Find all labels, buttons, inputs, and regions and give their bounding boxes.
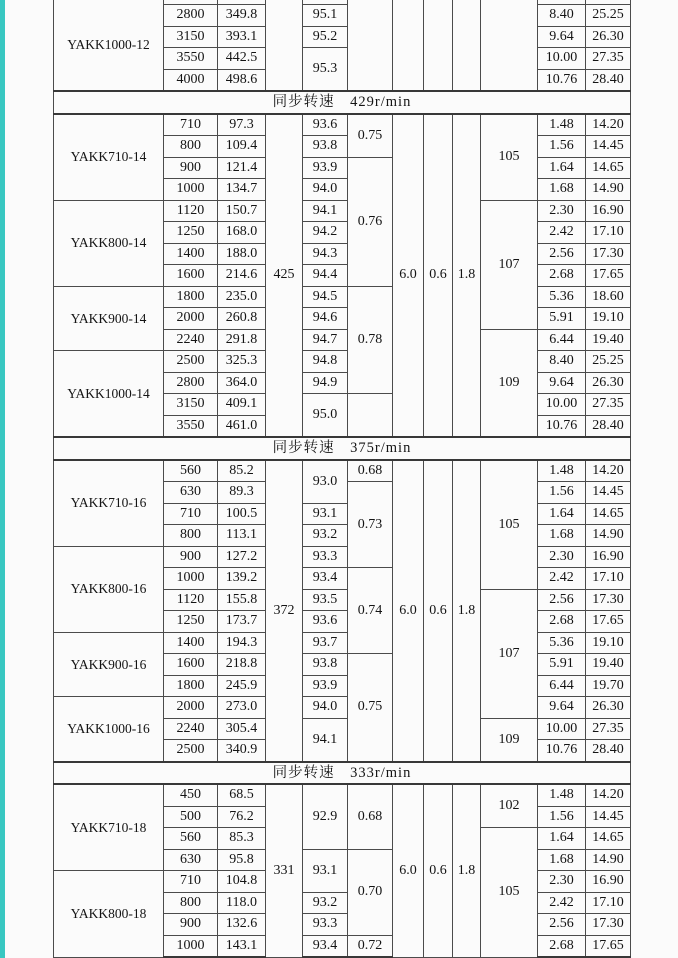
value-a-cell: 2.68	[538, 935, 586, 957]
efficiency-cell: 93.3	[303, 546, 348, 568]
ratio-cell: 6.0	[393, 460, 424, 762]
value-a-cell: 2.30	[538, 200, 586, 222]
efficiency-cell: 93.0	[303, 460, 348, 504]
value-b-cell: 14.65	[586, 828, 631, 850]
grade-cell: 109	[481, 718, 538, 762]
power-factor-cell	[348, 394, 393, 438]
current-cell: 127.2	[218, 546, 266, 568]
value-a-cell: 1.56	[538, 482, 586, 504]
value-a-cell: 1.64	[538, 828, 586, 850]
efficiency-cell: 93.1	[303, 503, 348, 525]
efficiency-cell: 94.3	[303, 243, 348, 265]
value-a-cell: 1.68	[538, 849, 586, 871]
current-cell: 194.3	[218, 632, 266, 654]
model-cell: YAKK1000-12	[54, 0, 164, 91]
current-cell: 273.0	[218, 697, 266, 719]
value-a-cell: 5.91	[538, 654, 586, 676]
current-cell: 340.9	[218, 740, 266, 762]
current-cell: 104.8	[218, 871, 266, 893]
power-cell: 630	[164, 849, 218, 871]
value-a-cell: 8.40	[538, 351, 586, 373]
section-header: 同步转速 375r/min	[54, 437, 631, 460]
efficiency-cell: 94.8	[303, 351, 348, 373]
power-cell: 1400	[164, 632, 218, 654]
value-b-cell: 17.65	[586, 265, 631, 287]
power-cell: 3550	[164, 48, 218, 70]
power-cell: 710	[164, 114, 218, 136]
ratio-cell: 0.6	[424, 114, 453, 438]
model-cell: YAKK900-14	[54, 286, 164, 351]
efficiency-cell: 93.2	[303, 525, 348, 547]
current-cell: 218.8	[218, 654, 266, 676]
current-cell: 235.0	[218, 286, 266, 308]
current-cell: 139.2	[218, 568, 266, 590]
model-cell: YAKK710-18	[54, 784, 164, 871]
efficiency-cell: 95.1	[303, 5, 348, 27]
table-row	[54, 437, 631, 460]
table-row	[54, 546, 631, 568]
power-cell: 630	[164, 482, 218, 504]
efficiency-cell: 94.5	[303, 286, 348, 308]
value-b-cell: 28.40	[586, 69, 631, 91]
model-cell: YAKK800-16	[54, 546, 164, 632]
current-cell: 409.1	[218, 394, 266, 416]
speed-cell	[266, 0, 303, 91]
ratio-cell: 1.8	[453, 784, 481, 957]
current-cell: 245.9	[218, 675, 266, 697]
model-cell: YAKK710-14	[54, 114, 164, 201]
current-cell: 143.1	[218, 935, 266, 957]
table-row	[54, 114, 631, 136]
power-cell: 500	[164, 806, 218, 828]
power-cell: 900	[164, 546, 218, 568]
power-cell: 560	[164, 828, 218, 850]
value-a-cell: 5.36	[538, 632, 586, 654]
power-factor-cell: 0.75	[348, 114, 393, 158]
grade-cell: 105	[481, 460, 538, 590]
accent-stripe	[0, 0, 5, 958]
table-row	[54, 200, 631, 222]
current-cell: 155.8	[218, 589, 266, 611]
value-a-cell: 2.68	[538, 265, 586, 287]
value-b-cell: 14.90	[586, 849, 631, 871]
power-factor-cell: 0.72	[348, 935, 393, 957]
power-cell: 4000	[164, 69, 218, 91]
power-cell: 1120	[164, 589, 218, 611]
value-a-cell: 2.56	[538, 589, 586, 611]
value-b-cell: 25.25	[586, 5, 631, 27]
value-a-cell: 2.42	[538, 568, 586, 590]
value-b-cell: 17.10	[586, 892, 631, 914]
model-cell: YAKK800-14	[54, 200, 164, 286]
value-b-cell: 19.40	[586, 329, 631, 351]
power-cell: 2000	[164, 697, 218, 719]
value-a-cell: 9.64	[538, 697, 586, 719]
efficiency-cell: 94.1	[303, 718, 348, 762]
current-cell: 364.0	[218, 372, 266, 394]
value-a-cell: 1.64	[538, 503, 586, 525]
power-cell: 1800	[164, 675, 218, 697]
efficiency-cell: 94.9	[303, 372, 348, 394]
motor-spec-table	[53, 0, 631, 958]
table-row	[54, 91, 631, 114]
grade-cell: 107	[481, 589, 538, 718]
value-b-cell: 17.30	[586, 589, 631, 611]
value-b-cell: 27.35	[586, 718, 631, 740]
power-cell: 1800	[164, 286, 218, 308]
power-cell: 2800	[164, 372, 218, 394]
current-cell: 113.1	[218, 525, 266, 547]
power-cell: 560	[164, 460, 218, 482]
value-b-cell: 17.30	[586, 914, 631, 936]
value-a-cell: 6.44	[538, 329, 586, 351]
current-cell: 305.4	[218, 718, 266, 740]
current-cell: 393.1	[218, 26, 266, 48]
power-cell: 2500	[164, 740, 218, 762]
efficiency-cell: 93.2	[303, 892, 348, 914]
efficiency-cell: 94.6	[303, 308, 348, 330]
value-b-cell: 16.90	[586, 200, 631, 222]
current-cell: 89.3	[218, 482, 266, 504]
efficiency-cell: 93.5	[303, 589, 348, 611]
ratio-cell: 1.8	[453, 460, 481, 762]
value-b-cell: 14.45	[586, 806, 631, 828]
current-cell: 132.6	[218, 914, 266, 936]
value-b-cell: 25.25	[586, 351, 631, 373]
power-cell: 800	[164, 136, 218, 158]
power-factor-cell: 0.68	[348, 784, 393, 849]
value-a-cell: 1.64	[538, 157, 586, 179]
grade-cell: 107	[481, 200, 538, 329]
power-cell: 1250	[164, 611, 218, 633]
value-b-cell: 14.90	[586, 179, 631, 201]
value-a-cell: 8.40	[538, 5, 586, 27]
section-header: 同步转速 429r/min	[54, 91, 631, 114]
value-a-cell: 2.30	[538, 871, 586, 893]
value-b-cell: 17.10	[586, 222, 631, 244]
model-cell: YAKK1000-16	[54, 697, 164, 762]
section-header: 同步转速 333r/min	[54, 762, 631, 785]
efficiency-cell: 93.6	[303, 611, 348, 633]
current-cell: 442.5	[218, 48, 266, 70]
value-b-cell: 19.10	[586, 308, 631, 330]
current-cell: 150.7	[218, 200, 266, 222]
value-a-cell: 1.48	[538, 784, 586, 806]
value-a-cell: 10.76	[538, 740, 586, 762]
value-b-cell: 14.65	[586, 157, 631, 179]
value-b-cell: 28.40	[586, 415, 631, 437]
efficiency-cell: 94.2	[303, 222, 348, 244]
value-b-cell: 26.30	[586, 372, 631, 394]
value-b-cell: 27.35	[586, 394, 631, 416]
value-a-cell: 1.56	[538, 136, 586, 158]
efficiency-cell: 93.6	[303, 114, 348, 136]
power-cell: 710	[164, 871, 218, 893]
ratio-cell	[453, 0, 481, 91]
ratio-cell	[424, 0, 453, 91]
efficiency-cell: 93.4	[303, 935, 348, 957]
value-a-cell: 1.68	[538, 525, 586, 547]
efficiency-cell: 94.1	[303, 200, 348, 222]
value-b-cell: 14.20	[586, 114, 631, 136]
speed-cell: 425	[266, 114, 303, 438]
value-a-cell: 6.44	[538, 675, 586, 697]
efficiency-cell: 94.0	[303, 179, 348, 201]
value-b-cell: 28.40	[586, 740, 631, 762]
model-cell: YAKK800-18	[54, 871, 164, 958]
current-cell: 291.8	[218, 329, 266, 351]
value-a-cell: 2.56	[538, 243, 586, 265]
value-a-cell: 10.00	[538, 48, 586, 70]
efficiency-cell: 94.4	[303, 265, 348, 287]
speed-cell: 331	[266, 784, 303, 957]
value-b-cell: 27.35	[586, 48, 631, 70]
power-factor-cell: 0.68	[348, 460, 393, 482]
value-b-cell: 26.30	[586, 697, 631, 719]
efficiency-cell: 93.9	[303, 675, 348, 697]
table-row	[54, 697, 631, 719]
table-row	[54, 286, 631, 308]
value-b-cell: 14.90	[586, 525, 631, 547]
value-b-cell: 19.10	[586, 632, 631, 654]
current-cell: 134.7	[218, 179, 266, 201]
power-cell: 900	[164, 157, 218, 179]
power-factor-cell: 0.73	[348, 482, 393, 568]
value-a-cell: 1.48	[538, 460, 586, 482]
value-b-cell: 17.65	[586, 611, 631, 633]
efficiency-cell: 93.8	[303, 136, 348, 158]
value-a-cell: 1.68	[538, 179, 586, 201]
current-cell: 95.8	[218, 849, 266, 871]
ratio-cell: 0.6	[424, 460, 453, 762]
current-cell: 260.8	[218, 308, 266, 330]
power-cell: 2800	[164, 5, 218, 27]
current-cell: 461.0	[218, 415, 266, 437]
grade-cell: 109	[481, 329, 538, 437]
power-cell: 450	[164, 784, 218, 806]
table-row	[54, 351, 631, 373]
grade-cell: 105	[481, 828, 538, 958]
power-cell: 3150	[164, 26, 218, 48]
current-cell: 118.0	[218, 892, 266, 914]
power-factor-cell: 0.78	[348, 286, 393, 394]
value-b-cell: 26.30	[586, 26, 631, 48]
table-row	[54, 632, 631, 654]
value-a-cell: 10.00	[538, 394, 586, 416]
value-b-cell: 16.90	[586, 871, 631, 893]
value-b-cell: 14.20	[586, 460, 631, 482]
model-cell: YAKK710-16	[54, 460, 164, 547]
value-a-cell: 10.00	[538, 718, 586, 740]
efficiency-cell: 93.3	[303, 914, 348, 936]
current-cell: 109.4	[218, 136, 266, 158]
ratio-cell: 1.8	[453, 114, 481, 438]
grade-cell: 105	[481, 114, 538, 201]
value-a-cell: 2.56	[538, 914, 586, 936]
value-b-cell: 17.10	[586, 568, 631, 590]
power-cell: 1600	[164, 265, 218, 287]
efficiency-cell: 95.0	[303, 394, 348, 438]
current-cell: 173.7	[218, 611, 266, 633]
power-cell: 1120	[164, 200, 218, 222]
power-cell: 800	[164, 525, 218, 547]
value-b-cell: 18.60	[586, 286, 631, 308]
value-b-cell: 17.30	[586, 243, 631, 265]
efficiency-cell: 95.3	[303, 48, 348, 92]
value-b-cell: 19.40	[586, 654, 631, 676]
power-cell: 1000	[164, 568, 218, 590]
model-cell: YAKK900-16	[54, 632, 164, 697]
power-cell: 1000	[164, 179, 218, 201]
value-a-cell: 10.76	[538, 415, 586, 437]
power-cell: 3150	[164, 394, 218, 416]
current-cell: 85.3	[218, 828, 266, 850]
table-row	[54, 460, 631, 482]
value-b-cell: 17.65	[586, 935, 631, 957]
value-b-cell: 19.70	[586, 675, 631, 697]
power-factor-cell: 0.75	[348, 654, 393, 762]
value-a-cell: 10.76	[538, 69, 586, 91]
value-b-cell: 14.65	[586, 503, 631, 525]
power-cell: 800	[164, 892, 218, 914]
current-cell: 188.0	[218, 243, 266, 265]
power-factor-cell	[348, 0, 393, 91]
power-cell: 2240	[164, 718, 218, 740]
power-factor-cell: 0.74	[348, 568, 393, 654]
value-a-cell: 9.64	[538, 372, 586, 394]
power-cell: 2240	[164, 329, 218, 351]
current-cell: 85.2	[218, 460, 266, 482]
grade-cell	[481, 0, 538, 91]
ratio-cell: 6.0	[393, 114, 424, 438]
current-cell: 349.8	[218, 5, 266, 27]
current-cell: 121.4	[218, 157, 266, 179]
power-cell: 1400	[164, 243, 218, 265]
model-cell: YAKK1000-14	[54, 351, 164, 438]
efficiency-cell: 93.8	[303, 654, 348, 676]
table-row	[54, 762, 631, 785]
current-cell: 214.6	[218, 265, 266, 287]
power-cell: 2500	[164, 351, 218, 373]
power-cell: 2000	[164, 308, 218, 330]
value-a-cell: 2.68	[538, 611, 586, 633]
value-a-cell: 5.91	[538, 308, 586, 330]
efficiency-cell: 92.9	[303, 784, 348, 849]
value-b-cell: 14.45	[586, 136, 631, 158]
speed-cell: 372	[266, 460, 303, 762]
power-factor-cell: 0.70	[348, 849, 393, 935]
ratio-cell: 6.0	[393, 784, 424, 957]
grade-cell: 102	[481, 784, 538, 828]
ratio-cell	[393, 0, 424, 91]
efficiency-cell: 94.7	[303, 329, 348, 351]
efficiency-cell: 93.4	[303, 568, 348, 590]
power-cell: 3550	[164, 415, 218, 437]
value-a-cell: 1.56	[538, 806, 586, 828]
value-a-cell: 5.36	[538, 286, 586, 308]
current-cell: 100.5	[218, 503, 266, 525]
value-b-cell: 16.90	[586, 546, 631, 568]
power-cell: 900	[164, 914, 218, 936]
current-cell: 97.3	[218, 114, 266, 136]
current-cell: 168.0	[218, 222, 266, 244]
value-a-cell: 2.42	[538, 222, 586, 244]
current-cell: 68.5	[218, 784, 266, 806]
current-cell: 76.2	[218, 806, 266, 828]
efficiency-cell: 93.7	[303, 632, 348, 654]
power-cell: 1250	[164, 222, 218, 244]
current-cell: 325.3	[218, 351, 266, 373]
value-a-cell: 2.30	[538, 546, 586, 568]
value-a-cell: 1.48	[538, 114, 586, 136]
efficiency-cell: 95.2	[303, 26, 348, 48]
ratio-cell: 0.6	[424, 784, 453, 957]
value-b-cell: 14.45	[586, 482, 631, 504]
value-b-cell: 14.20	[586, 784, 631, 806]
power-cell: 1000	[164, 935, 218, 957]
power-cell: 710	[164, 503, 218, 525]
efficiency-cell: 93.9	[303, 157, 348, 179]
value-a-cell: 2.42	[538, 892, 586, 914]
power-factor-cell: 0.76	[348, 157, 393, 286]
power-cell: 1600	[164, 654, 218, 676]
value-a-cell: 9.64	[538, 26, 586, 48]
table-row	[54, 784, 631, 806]
efficiency-cell: 93.1	[303, 849, 348, 892]
current-cell: 498.6	[218, 69, 266, 91]
efficiency-cell: 94.0	[303, 697, 348, 719]
